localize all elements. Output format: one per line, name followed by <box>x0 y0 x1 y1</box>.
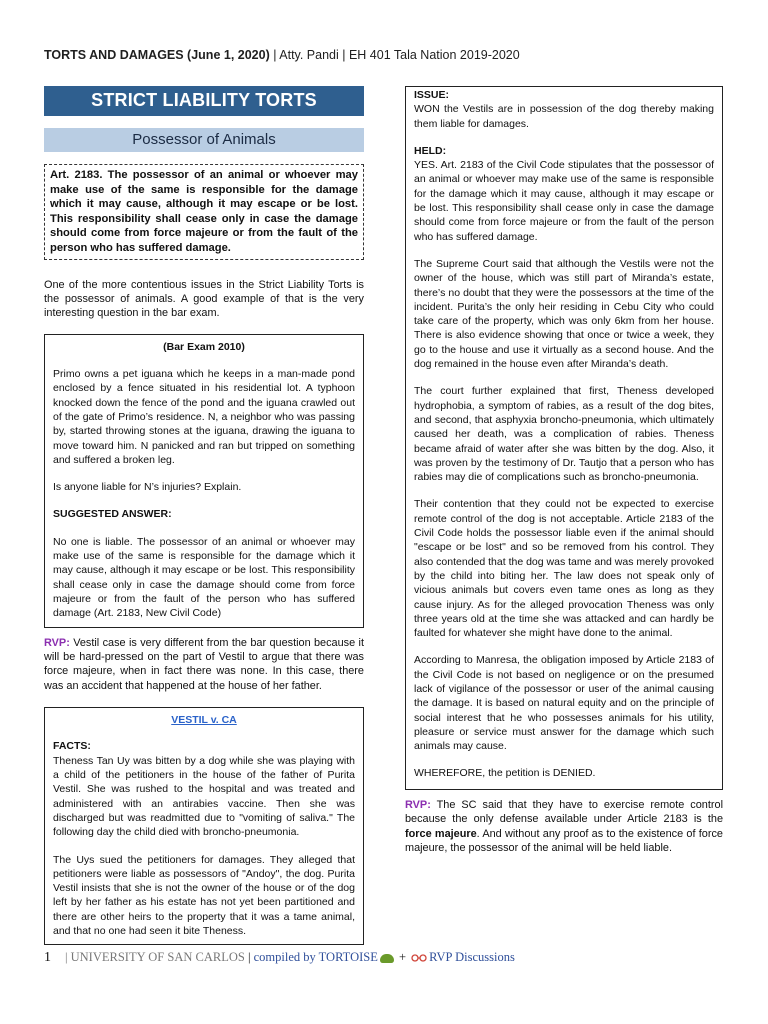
page-number: 1 <box>44 950 51 965</box>
issue-held-box <box>405 86 723 790</box>
bar-exam-question: Is anyone liable for N’s injuries? Explain. <box>53 481 242 494</box>
bar-exam-heading: (Bar Exam 2010) <box>163 340 245 353</box>
intro-paragraph: One of the more contentious issues in the Strict Liability Torts is the possessor of animals. A good example of that is the very interesting question in the bar exam. <box>44 278 364 320</box>
right-column <box>405 86 723 855</box>
vestil-case-link[interactable]: VESTIL v. CA <box>171 714 237 727</box>
rvp-label: RVP: <box>405 798 431 811</box>
header-details: | Atty. Pandi | EH 401 Tala Nation 2019-2020 <box>269 48 520 62</box>
issue-label: ISSUE: <box>414 89 450 101</box>
vestil-case-box <box>44 707 364 945</box>
bar-exam-box <box>44 334 364 628</box>
footer-compiled: compiled by TORTOISE <box>253 950 378 964</box>
held-paragraph-4: Their contention that they could not be expected to exercise remote control of the dog is not acceptable. Article 2183 of the Civil Code holds the possessor liable even if the animal should "escape or be lost" and so be removed from his control. They also contended that the dog was tame and was merely provoked by the child into biting her. The law does not speak only of vicious animals but covers even tame ones as long as they cause injury. As for the alleged provocation Theness was only three years old at the time she was attacked and can hardly be faulted for whatever she might have done to the animal. <box>414 498 715 640</box>
glasses-icon <box>411 954 427 962</box>
footer-separator: | <box>244 950 254 964</box>
left-column <box>44 86 364 945</box>
held-paragraph-2: The Supreme Court said that although the Vestils were not the owner of the house, which was still part of Miranda’s estate, there’s no doubt that they were the possessors at the time of the incident. Purita’s the only heir residing in Cebu City who could take care of the property, which was only 6km from her house. There is also evidence showing that once or twice a week, they go to the house and use it virtually as a second house. And the dog remained in the house even after Miranda’s death. <box>414 257 714 371</box>
suggested-answer: No one is liable. The possessor of an animal or whoever may make use of the same is responsible for the damage which it may cause, although it may escape or be lost. This responsibility shall cease only in case the damage should come from force majeure or from the fault of the person who has suffered damage (Art. 2183, New Civil Code) <box>53 535 355 620</box>
rvp-text-2: . And without any proof as to the existence of force majeure, the possessor of the animal will be held liable. <box>405 827 723 854</box>
article-2183-box: Art. 2183. The possessor of an animal or whoever may make use of the same is responsible for the damage which it may cause, although it may escape or be lost. This responsibility shall cease only in case the damage should come from force majeure or from the fault of the person who has suffered damage. <box>44 164 364 260</box>
facts-text: Theness Tan Uy was bitten by a dog while she was playing with a child of the petitioners in the house of the father of Purita Vestil. She was rushed to the hospital and was treated and administered with an antirabies vaccine. Then she was discharged but was readmitted due to "vomiting of saliva." The following day the child died with broncho-pneumonia. <box>53 754 355 839</box>
held-label: HELD: <box>414 144 447 157</box>
bar-exam-facts: Primo owns a pet iguana which he keeps in a man-made pond enclosed by a fence situated in his residential lot. A typhoon knocked down the fence of the pond and the iguana crawled out of the gate of Primo’s residence. N, a neighbor who was passing by, started throwing stones at the iguana, drawing the iguana to move toward him. N panicked and ran but tripped on something and suffered a broken leg. <box>53 368 355 466</box>
page-footer <box>44 950 734 966</box>
footer-school: | UNIVERSITY OF SAN CARLOS <box>65 950 245 964</box>
held-text: YES. Art. 2183 of the Civil Code stipulates that the possessor of an animal or whoever may make use of the same is responsible for the damage which it may cause, although it may escape or be lost. This responsibility shall cease only in case the damage should come from force majeure or from the fault of the person who has suffered damage. <box>414 159 714 243</box>
rvp-note-right <box>405 798 723 856</box>
held-paragraph-3: The court further explained that first, Theness developed hydrophobia, a symptom of rabies, as a result of the dog bites, and second, that asphyxia broncho-pneumonia, which ultimately caused her death, was a complication of rabies. Theness became afraid of water after she was bitten by the dog. Also, it was proven by the testimony of Dr. Tautjo that a person who has rabies may die of complications such as broncho-pneumonia. <box>414 385 714 484</box>
turtle-icon <box>380 954 394 963</box>
suggested-answer-label: SUGGESTED ANSWER: <box>53 508 172 521</box>
facts-text-2: The Uys sued the petitioners for damages. They alleged that petitioners were liable as possessors of "Andoy", the dog. Purita Vestil insists that she is not the owner of the house or of the dog left by her father as his estate has not yet been partitioned and there are other heirs to the property that it was a tame animal, and that no one had seen it bite Theness. <box>53 853 355 938</box>
rvp-note-left <box>44 636 364 694</box>
section-subtitle: Possessor of Animals <box>44 128 364 152</box>
rvp-force-majeure: force majeure <box>405 827 477 840</box>
rvp-text: Vestil case is very different from the bar question because it will be hard-pressed on the part of Vestil to argue that there was force majeure, when in fact there was none. In this case, there was an accident that happened at the house of her father. <box>44 636 364 692</box>
dispositive-text: WHEREFORE, the petition is DENIED. <box>414 767 596 780</box>
rvp-label: RVP: <box>44 636 70 649</box>
held-paragraph-5: According to Manresa, the obligation imposed by Article 2183 of the Civil Code is not based on negligence or on the presumed lack of vigilance of the possessor or user of the animal causing the damage. It is based on natural equity and on the principle of social interest that he who possesses animals for his utility, pleasure or service must answer for the damage which such animals may cause. <box>414 654 714 753</box>
footer-rvp: RVP Discussions <box>429 950 515 964</box>
facts-label: FACTS: <box>53 740 91 753</box>
footer-plus: + <box>395 950 410 964</box>
issue-text: WON the Vestils are in possession of the dog thereby making them liable for damages. <box>414 103 714 130</box>
rvp-text-1: The SC said that they have to exercise remote control because the only defense available under Article 2183 is the <box>405 798 723 826</box>
header-course: TORTS AND DAMAGES (June 1, 2020) <box>44 48 270 62</box>
section-title: STRICT LIABILITY TORTS <box>44 86 364 116</box>
page-header <box>44 48 734 62</box>
